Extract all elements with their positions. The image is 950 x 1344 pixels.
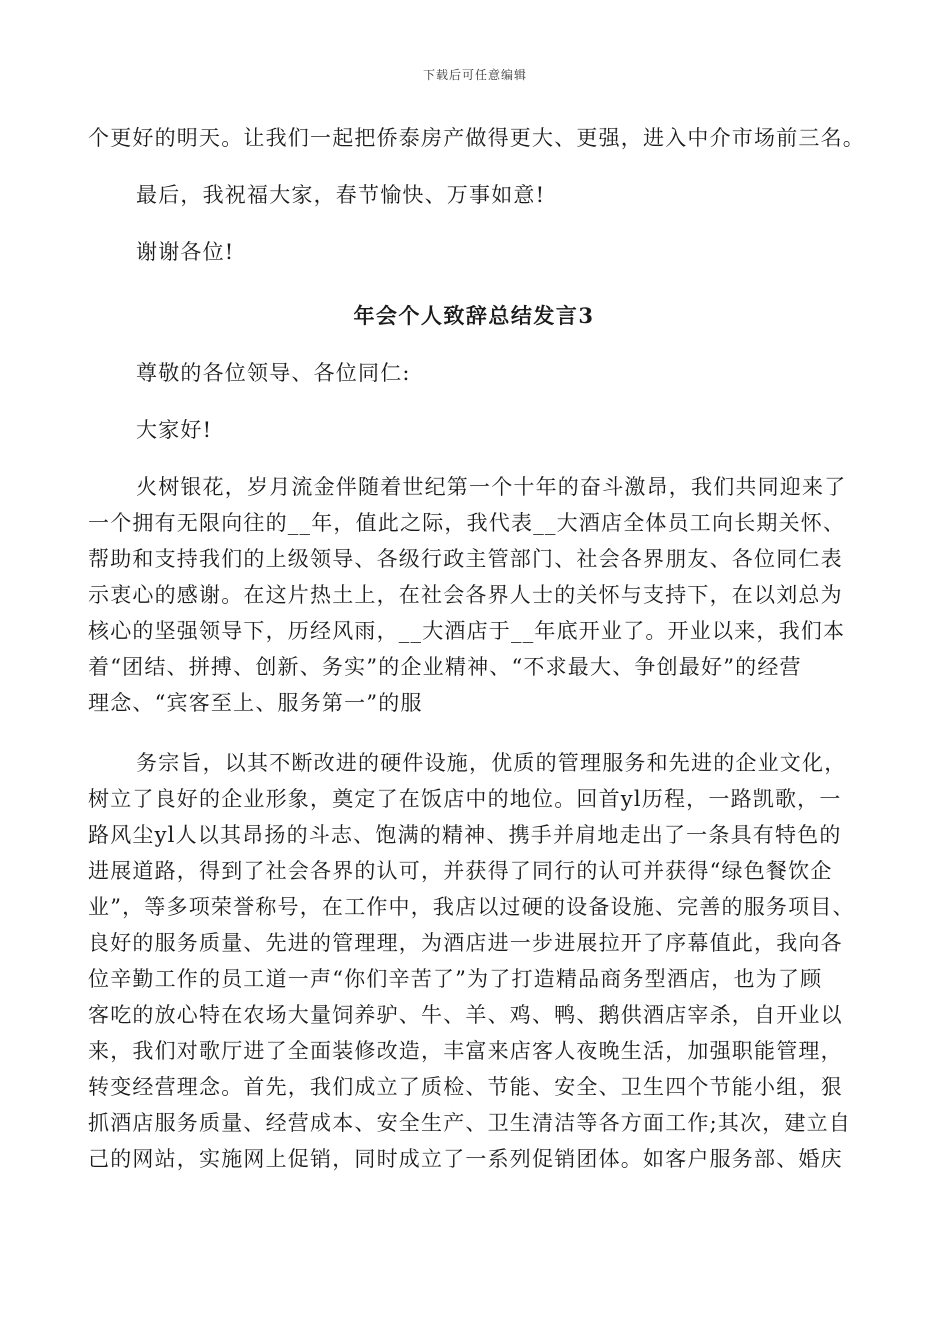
document-body bbox=[88, 120, 865, 1177]
salutation: 尊敬的各位领导、各位同仁: bbox=[136, 361, 411, 385]
paragraph-line: 路风尘yl人以其昂扬的斗志、饱满的精神、携手并肩地走出了一条具有特色的 bbox=[88, 823, 842, 847]
paragraph-line: 客吃的放心特在农场大量饲养驴、牛、羊、鸡、鸭、鹅供酒店宰杀，自开业以 bbox=[88, 1003, 843, 1027]
paragraph-line: 抓酒店服务质量、经营成本、安全生产、卫生清洁等各方面工作;其次，建立自 bbox=[88, 1111, 852, 1135]
paragraph-line: 着“团结、拼搏、创新、务实”的企业精神、“不求最大、争创最好”的经营 bbox=[88, 655, 802, 679]
paragraph-line: 进展道路，得到了社会各界的认可，并获得了同行的认可并获得“绿色餐饮企 bbox=[88, 859, 833, 883]
paragraph-line: 良好的服务质量、先进的管理理，为酒店进一步进展拉开了序幕值此，我向各 bbox=[88, 931, 843, 955]
paragraph-line: 己的网站，实施网上促销，同时成立了一系列促销团体。如客户服务部、婚庆 bbox=[88, 1147, 843, 1171]
paragraph-line: 一个拥有无限向往的__年，值此之际，我代表__大酒店全体员工向长期关怀、 bbox=[88, 511, 846, 535]
paragraph-line: 业”，等多项荣誉称号，在工作中，我店以过硬的设备设施、完善的服务项目、 bbox=[88, 895, 855, 919]
paragraph-line: 帮助和支持我们的上级领导、各级行政主管部门、社会各界朋友、各位同仁表 bbox=[88, 547, 843, 571]
paragraph-1 bbox=[88, 469, 860, 721]
section-title: 年会个人致辞总结发言3 bbox=[353, 303, 595, 328]
paragraph-line: 示衷心的感谢。在这片热土上，在社会各界人士的关怀与支持下，在以刘总为 bbox=[88, 583, 843, 607]
paragraph-line: 核心的坚强领导下，历经风雨，__大酒店于__年底开业了。开业以来，我们本 bbox=[88, 619, 846, 643]
paragraph-line: 理念、“宾客至上、服务第一”的服 bbox=[88, 691, 423, 715]
paragraph-2 bbox=[88, 745, 860, 1177]
paragraph-line: 位辛勤工作的员工道一声“你们辛苦了”为了打造精品商务型酒店，也为了顾 bbox=[88, 967, 823, 991]
paragraph-line: 树立了良好的企业形象，奠定了在饭店中的地位。回首yl历程，一路凯歌，一 bbox=[88, 787, 842, 811]
closing-line-2: 最后，我祝福大家，春节愉快、万事如意! bbox=[136, 183, 546, 207]
greeting-hello: 大家好! bbox=[136, 418, 213, 442]
paragraph-line: 务宗旨，以其不断改进的硬件设施，优质的管理服务和先进的企业文化， bbox=[136, 751, 847, 775]
paragraph-line: 来，我们对歌厅进了全面装修改造，丰富来店客人夜晚生活，加强职能管理， bbox=[88, 1039, 843, 1063]
page-header: 下载后可任意编辑 bbox=[422, 68, 527, 82]
closing-line-3: 谢谢各位! bbox=[136, 240, 235, 264]
paragraph-line: 火树银花，岁月流金伴随着世纪第一个十年的奋斗激昂，我们共同迎来了 bbox=[136, 475, 847, 499]
paragraph-line: 转变经营理念。首先，我们成立了质检、节能、安全、卫生四个节能小组，狠 bbox=[88, 1075, 843, 1099]
closing-line-1: 个更好的明天。让我们一起把侨泰房产做得更大、更强，进入中介市场前三名。 bbox=[88, 126, 865, 150]
